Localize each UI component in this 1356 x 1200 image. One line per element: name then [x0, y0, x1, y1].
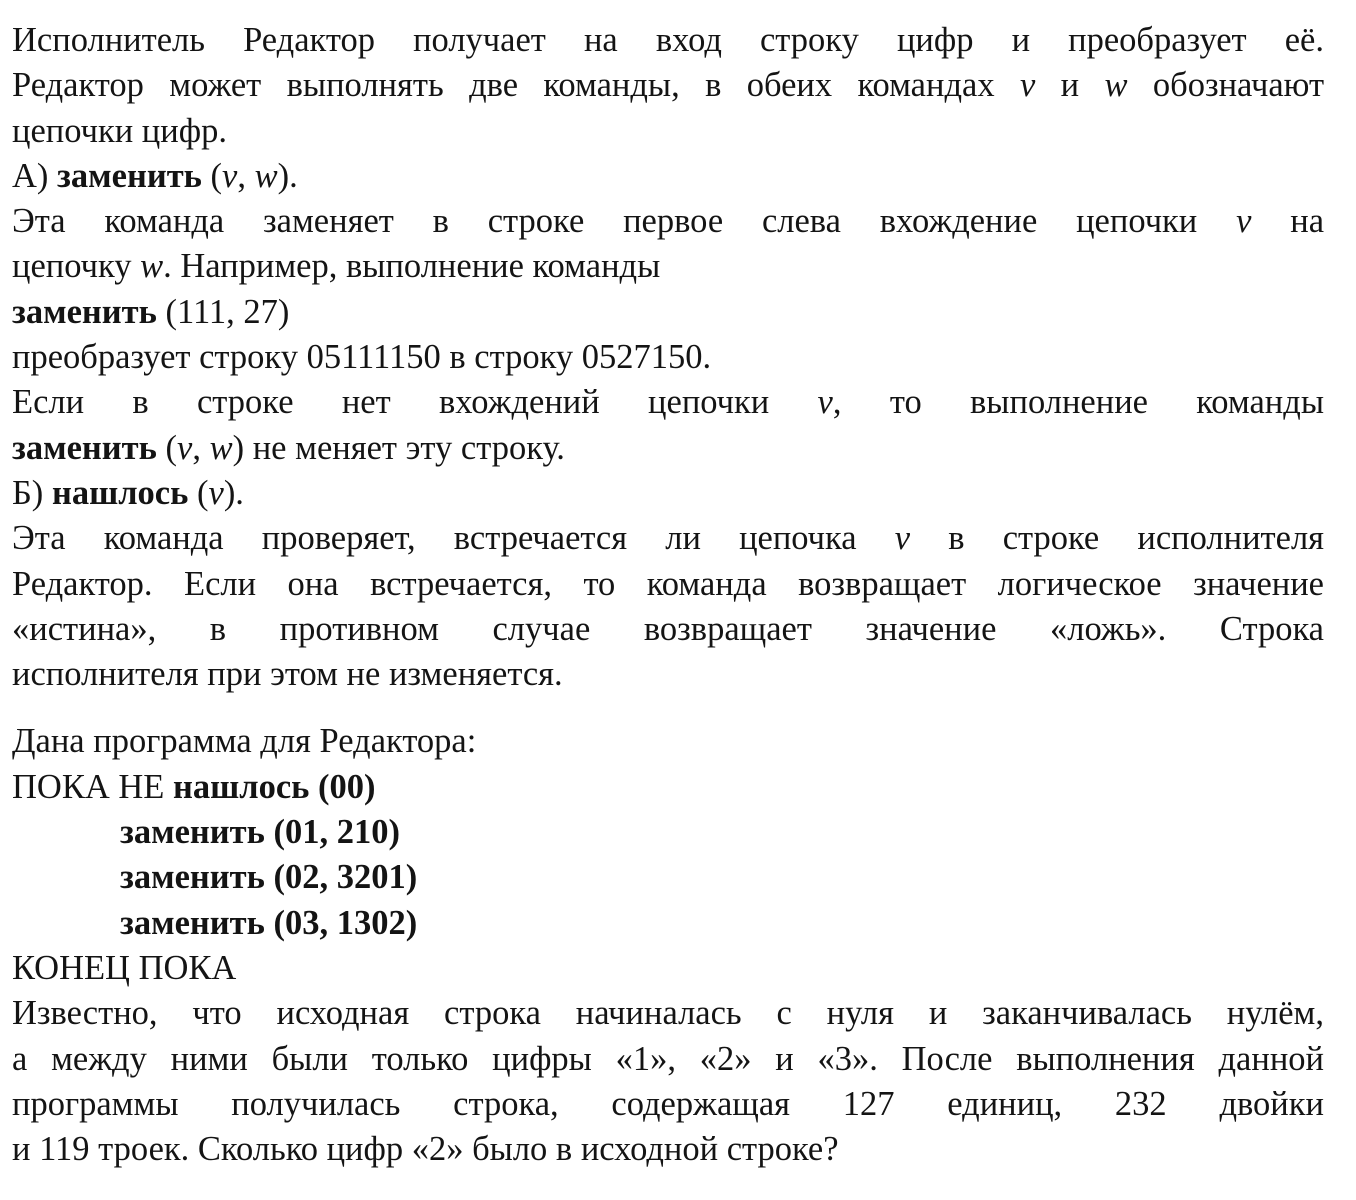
command-a-example-result — [12, 335, 1324, 380]
program-intro-text: Дана программа для Редактора: — [12, 722, 477, 761]
loop-end-keyword: КОНЕЦ ПОКА — [12, 948, 237, 987]
question-line-4 — [12, 1127, 1324, 1172]
question-line-2 — [12, 1037, 1324, 1082]
question-line-1 — [12, 991, 1324, 1036]
paragraph-gap — [12, 697, 1324, 719]
desc-text: Эта команда проверяет, встречается ли цепочка — [12, 519, 857, 558]
example-command-name: заменить — [12, 292, 157, 331]
program-statement: заменить (03, 1302) — [120, 903, 418, 942]
question-text: Известно, что исходная строка начиналась с нуля и заканчивалась нулём, — [12, 994, 1324, 1033]
var-v: v — [894, 519, 911, 558]
command-a-nomatch-line-1 — [12, 380, 1324, 425]
paren: ( — [165, 428, 177, 467]
question-line-3 — [12, 1082, 1324, 1127]
command-a-desc-line-2 — [12, 244, 1324, 289]
command-b-desc-line-4 — [12, 652, 1324, 697]
desc-text: исполнителя при этом не изменяется. — [12, 655, 563, 694]
intro-text: Редактор может выполнять две команды, в обеих командах — [12, 66, 995, 105]
desc-text: преобразует строку 05111150 в строку 0527150. — [12, 338, 712, 377]
var-v: v — [222, 156, 238, 195]
var-w: w — [254, 156, 278, 195]
desc-text: не меняет эту строку. — [252, 428, 565, 467]
command-a-example — [12, 290, 1324, 335]
command-a-name: заменить — [57, 156, 202, 195]
desc-text: Редактор. Если она встречается, то команда возвращает логическое значение — [12, 564, 1324, 603]
command-a-nomatch-line-2: заменить (v, w) не меняет эту строку. — [12, 428, 565, 467]
intro-line-1 — [12, 18, 1324, 63]
program-statement: заменить (02, 3201) — [120, 858, 418, 897]
command-a-desc-line-1 — [12, 199, 1324, 244]
question-text: и 119 троек. Сколько цифр «2» было в исходной строке? — [12, 1130, 839, 1169]
var-v: v — [1236, 202, 1252, 241]
command-b-desc-line-2 — [12, 562, 1324, 607]
command-a-name: заменить — [12, 428, 157, 467]
program-body-line — [12, 901, 1324, 946]
question-text: программы получилась строка, содержащая 127 единиц, 232 двойки — [12, 1084, 1324, 1123]
loop-condition: нашлось (00) — [173, 767, 376, 806]
desc-text: цепочку — [12, 247, 132, 286]
var-v: v — [817, 383, 833, 422]
program-body-line — [12, 810, 1324, 855]
var-w: w — [209, 428, 233, 467]
intro-line-2 — [12, 63, 1324, 108]
command-a-prefix: А) — [12, 156, 49, 195]
paren: ( — [196, 473, 209, 512]
var-w: w — [1104, 66, 1128, 105]
loop-keyword: ПОКА НЕ — [12, 767, 165, 806]
intro-text: цепочки цифр. — [12, 111, 227, 150]
var-w: w — [140, 247, 164, 286]
desc-text: на — [1290, 202, 1325, 241]
command-b-desc-line-1 — [12, 516, 1324, 561]
command-b-prefix: Б) — [12, 473, 44, 512]
desc-text: . Например, выполнение команды — [163, 247, 661, 286]
desc-text: Если в строке нет вхождений цепочки — [12, 383, 770, 422]
example-command-args: (111, 27) — [165, 292, 290, 331]
var-v: v — [177, 428, 193, 467]
command-b-heading — [12, 471, 1324, 516]
paren: ( — [210, 156, 223, 195]
program-loop-end — [12, 946, 1324, 991]
command-b-name: нашлось — [51, 473, 189, 512]
program-intro — [12, 719, 1324, 764]
program-statement: заменить (01, 210) — [120, 813, 400, 852]
problem-document — [12, 18, 1324, 1172]
intro-text: и — [1060, 66, 1080, 105]
intro-text: обозначают — [1152, 66, 1325, 105]
comma: , — [192, 428, 201, 467]
var-v: v — [1019, 66, 1036, 105]
program-body-line — [12, 855, 1324, 900]
intro-line-3 — [12, 109, 1324, 154]
command-b-desc-line-3 — [12, 607, 1324, 652]
intro-text: Исполнитель Редактор получает на вход строку цифр и преобразует её. — [12, 21, 1324, 59]
var-v: v — [208, 473, 224, 512]
command-a-heading — [12, 154, 1324, 199]
comma: , — [237, 156, 246, 195]
desc-text: «истина», в противном случае возвращает значение «ложь». Строка — [12, 609, 1324, 648]
desc-text: , то выполнение команды — [832, 383, 1324, 422]
paren: ). — [223, 473, 244, 512]
question-text: а между ними были только цифры «1», «2» и «3». После выполнения данной — [12, 1039, 1324, 1078]
paren: ). — [277, 156, 298, 195]
program-loop-header — [12, 765, 1324, 810]
desc-text: в строке исполнителя — [948, 519, 1325, 558]
desc-text: Эта команда заменяет в строке первое слева вхождение цепочки — [12, 202, 1198, 241]
